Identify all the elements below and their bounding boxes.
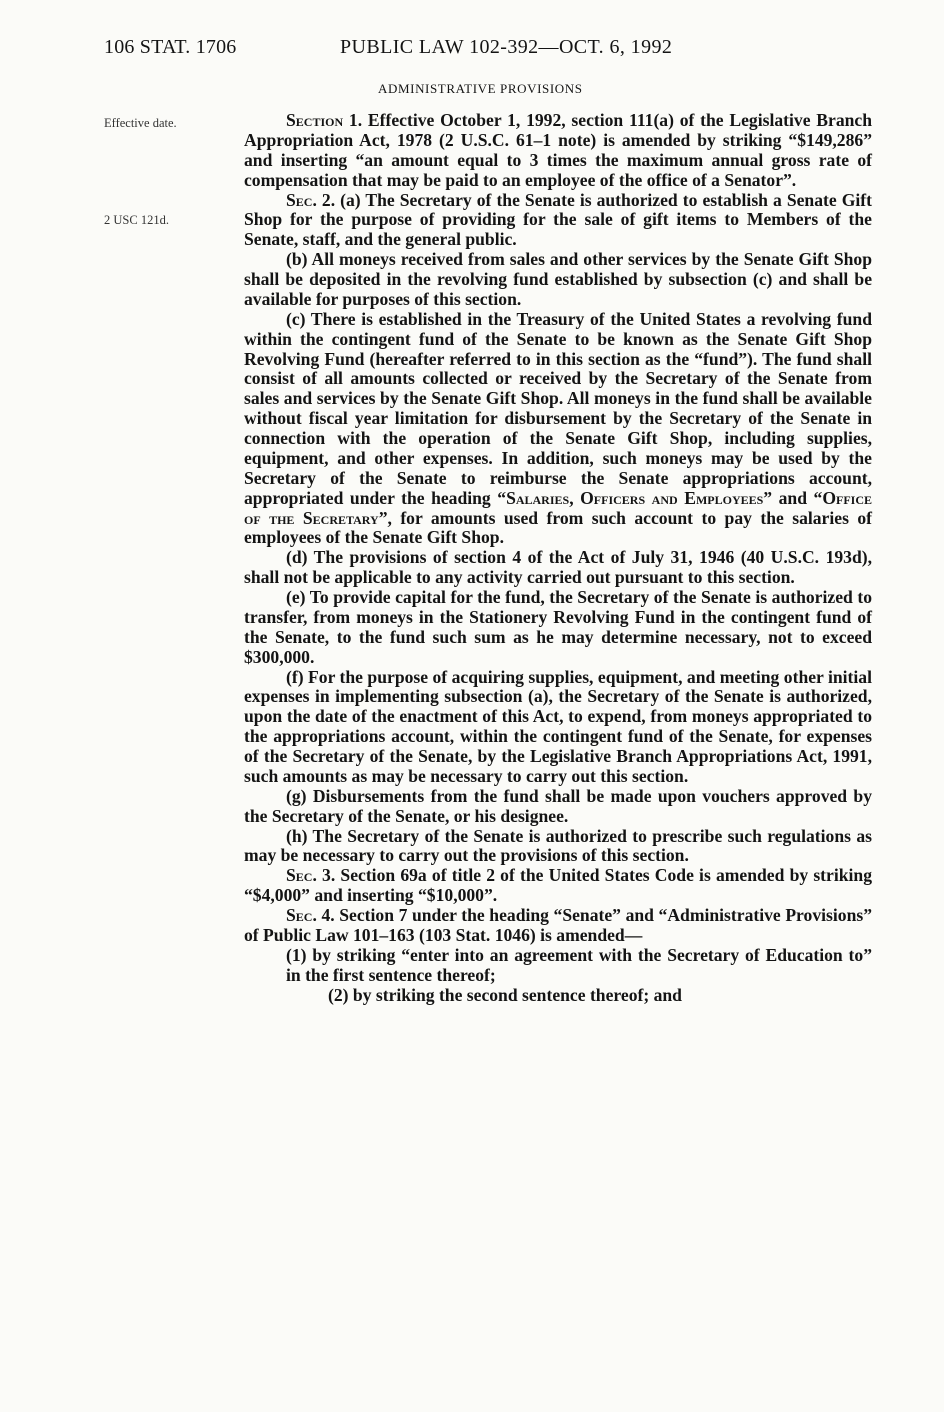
section-1-label: Section [286, 110, 344, 130]
section-2-label: Sec [286, 189, 313, 210]
section-2h-paragraph: (h) The Secretary of the Senate is authorized to prescribe such regulations as may be necessary to carry out the provisions of this section. [244, 825, 872, 866]
section-2a-text: . 2. (a) The Secretary of the Senate is authorized to establish a Senate Gift Shop for the purpose of providing for the sale of gift items to Members of the Senate, staff, and the general public. [244, 189, 872, 250]
section-2c-paragraph [244, 310, 872, 549]
margin-note-usc-reference: 2 USC 121d. [104, 213, 169, 227]
section-2g-paragraph: (g) Disbursements from the fund shall be made upon vouchers approved by the Secretary of the Senate, or his designee. [244, 785, 872, 826]
section-1-text: 1. Effective October 1, 1992, section 111(a) of the Legislative Branch Appropriation Act, 1978 (2 U.S.C. 61–1 note) is amended by striking “$149,286” and inserting “an amount equal to 3 times the maximum annual gross rate of compensation that may be paid to an employee of the office of a Senator”. [244, 110, 872, 190]
section-3-label: Sec [286, 865, 313, 886]
section-2c-text-2: ” and “ [763, 487, 823, 508]
section-4-label: Sec [286, 905, 313, 925]
section-2b-paragraph: (b) All moneys received from sales and other services by the Senate Gift Shop shall be deposited in the revolving fund established by subsection (c) and shall be available for purposes of this section. [244, 249, 872, 309]
section-3-paragraph [244, 866, 872, 906]
law-reference: PUBLIC LAW 102-392—OCT. 6, 1992 [340, 36, 673, 58]
section-2c-heading-1: Salaries, Officers and Employees [506, 487, 764, 508]
section-heading: ADMINISTRATIVE PROVISIONS [378, 81, 583, 96]
page-reference: 106 STAT. 1706 [104, 36, 237, 58]
section-4-paragraph [244, 906, 872, 946]
margin-note-effective-date: Effective date. [104, 116, 177, 130]
section-2a-paragraph [244, 191, 872, 251]
section-2c-text-3: ”, for amounts used from such account to pay the salaries of employees of the Senate Gift Shop. [244, 507, 872, 548]
section-4-text: . 4. Section 7 under the heading “Senate” and “Administrative Provisions” of Public Law 101–163 (103 Stat. 1046) is amended— [244, 905, 872, 945]
section-2c-text-1: (c) There is established in the Treasury of the United States a revolving fund within the contingent fund of the Senate to be known as the Senate Gift Shop Revolving Fund (hereafter referred to in this section as the “fund”). The fund shall consist of all amounts collected or received by the Secretary of the Senate from sales and services by the Senate Gift Shop. All moneys in the fund shall be available without fiscal year limitation for disbursement by the Secretary of the Senate in connection with the operation of the Senate Gift Shop, including supplies, equipment, and other expenses. In addition, such moneys may be used by the Secretary of the Senate to reimburse the Senate appropriations account, appropriated under the heading “ [244, 308, 872, 508]
section-1-paragraph [244, 111, 872, 191]
section-4-item-1 [244, 946, 872, 986]
section-2e-paragraph: (e) To provide capital for the fund, the Secretary of the Senate is authorized to transfer, from moneys in the Stationery Revolving Fund in the contingent fund of the Senate, to the fund such sum as he may determine necessary, not to exceed $300,000. [244, 587, 872, 667]
section-3-text: . 3. Section 69a of title 2 of the United States Code is amended by striking “$4,000” and inserting “$10,000”. [244, 865, 872, 906]
section-4-item-2: (2) by striking the second sentence thereof; and [328, 984, 682, 1005]
section-2f-paragraph: (f) For the purpose of acquiring supplies, equipment, and meeting other initial expenses in implementing subsection (a), the Secretary of the Senate is authorized, upon the date of the enactment of this Act, to expend, from moneys appropriated to the appropriations account, within the contingent fund of the Senate, for expenses of the Secretary of the Senate, by the Legislative Branch Appropriations Act, 1991, such amounts as may be necessary to carry out this section. [244, 666, 872, 786]
section-4-item-1-text: (1) by striking “enter into an agreement with the Secretary of Education to” in the first sentence thereof; [286, 944, 872, 985]
section-2d-paragraph: (d) The provisions of section 4 of the Act of July 31, 1946 (40 U.S.C. 193d), shall not be applicable to any activity carried out pursuant to this section. [244, 547, 872, 588]
section-2c-heading-2: Office of the Secretary [244, 487, 873, 528]
statute-body [244, 111, 872, 1005]
